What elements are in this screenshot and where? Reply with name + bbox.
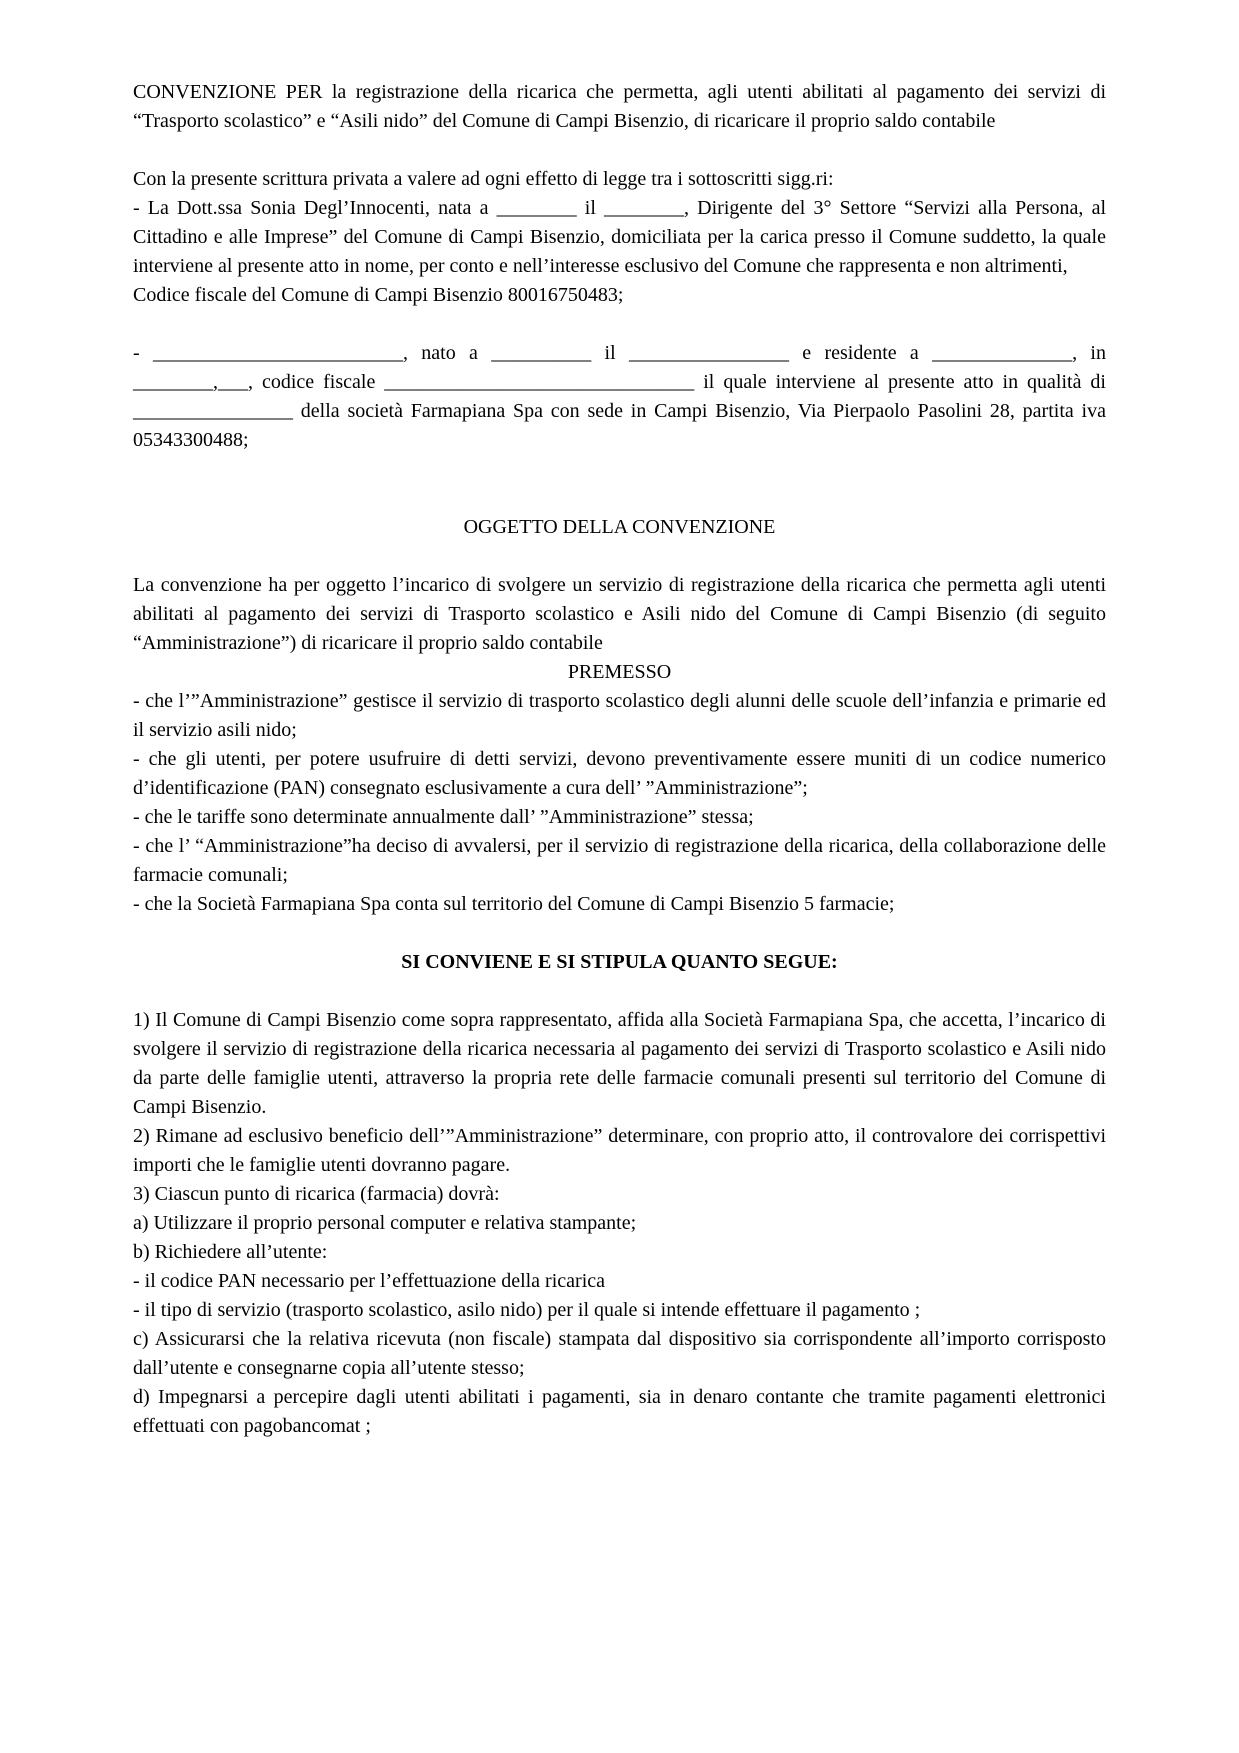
premesso-item: - che gli utenti, per potere usufruire di detti servizi, devono preventivamente essere muniti di un codice numerico d’identificazione (PAN) consegnato esclusivamente a cura dell’ ”Amministrazione”; (133, 748, 1106, 799)
premesso-heading: PREMESSO (567, 661, 672, 683)
stipula-item: - il tipo di servizio (trasporto scolastico, asilo nido) per il quale si intende effettuare il pagamento ; (133, 1299, 921, 1321)
oggetto-paragraph: La convenzione ha per oggetto l’incarico di svolgere un servizio di registrazione della ricarica che permetta agli utenti abilitati al pagamento dei servizi di Trasporto scolastico e Asili nido del Comune di Campi Bisenzio (di seguito “Amministrazione”) di ricaricare il proprio saldo contabile (133, 574, 1106, 654)
party2-paragraph: - _________________________, nato a __________ il ________________ e residente a ______________, in ________,___, codice fiscale _______________________________ il quale interviene al presente atto in qualità di ________________ della società Farmapiana Spa con sede in Campi Bisenzio, Via Pierpaolo Pasolini 28, partita iva 05343300488; (133, 342, 1106, 451)
party1-fiscal-code-line: Codice fiscale del Comune di Campi Bisenzio 80016750483; (133, 284, 624, 306)
stipula-item: 3) Ciascun punto di ricarica (farmacia) dovrà: (133, 1183, 500, 1205)
oggetto-heading: OGGETTO DELLA CONVENZIONE (463, 516, 776, 538)
stipula-item: 2) Rimane ad esclusivo beneficio dell’”Amministrazione” determinare, con proprio atto, il controvalore dei corrispettivi importi che le famiglie utenti dovranno pagare. (133, 1125, 1106, 1176)
premesso-item: - che l’”Amministrazione” gestisce il servizio di trasporto scolastico degli alunni delle scuole dell’infanzia e primarie ed il servizio asili nido; (133, 690, 1106, 741)
stipula-heading: SI CONVIENE E SI STIPULA QUANTO SEGUE: (401, 951, 838, 973)
stipula-item: - il codice PAN necessario per l’effettuazione della ricarica (133, 1270, 606, 1292)
document-title-paragraph: CONVENZIONE PER la registrazione della ricarica che permetta, agli utenti abilitati al pagamento dei servizi di “Trasporto scolastico” e “Asili nido” del Comune di Campi Bisenzio, di ricaricare il proprio saldo contabile (133, 81, 1106, 132)
premesso-item: - che le tariffe sono determinate annualmente dall’ ”Amministrazione” stessa; (133, 806, 754, 828)
intro-line: Con la presente scrittura privata a valere ad ogni effetto di legge tra i sottoscritti sigg.ri: (133, 168, 834, 190)
premesso-item: - che l’ “Amministrazione”ha deciso di avvalersi, per il servizio di registrazione della ricarica, della collaborazione delle farmacie comunali; (133, 835, 1106, 886)
stipula-item: d) Impegnarsi a percepire dagli utenti abilitati i pagamenti, sia in denaro contante che tramite pagamenti elettronici effettuati con pagobancomat ; (133, 1386, 1106, 1437)
party1-paragraph: - La Dott.ssa Sonia Degl’Innocenti, nata a ________ il ________, Dirigente del 3° Settore “Servizi alla Persona, al Cittadino e alle Imprese” del Comune di Campi Bisenzio, domiciliata per la carica presso il Comune suddetto, la quale interviene al presente atto in nome, per conto e nell’interesse esclusivo del Comune che rappresenta e non altrimenti, (133, 197, 1106, 277)
stipula-item: a) Utilizzare il proprio personal computer e relativa stampante; (133, 1212, 637, 1234)
premesso-item: - che la Società Farmapiana Spa conta sul territorio del Comune di Campi Bisenzio 5 farmacie; (133, 893, 895, 915)
stipula-item: b) Richiedere all’utente: (133, 1241, 328, 1263)
stipula-item: 1) Il Comune di Campi Bisenzio come sopra rappresentato, affida alla Società Farmapiana Spa, che accetta, l’incarico di svolgere il servizio di registrazione della ricarica necessaria al pagamento dei servizi di Trasporto scolastico e Asili nido da parte delle famiglie utenti, attraverso la propria rete delle farmacie comunali presenti sul territorio del Comune di Campi Bisenzio. (133, 1009, 1106, 1118)
stipula-item: c) Assicurarsi che la relativa ricevuta (non fiscale) stampata dal dispositivo sia corrispondente all’importo corrisposto dall’utente e consegnarne copia all’utente stesso; (133, 1328, 1106, 1379)
